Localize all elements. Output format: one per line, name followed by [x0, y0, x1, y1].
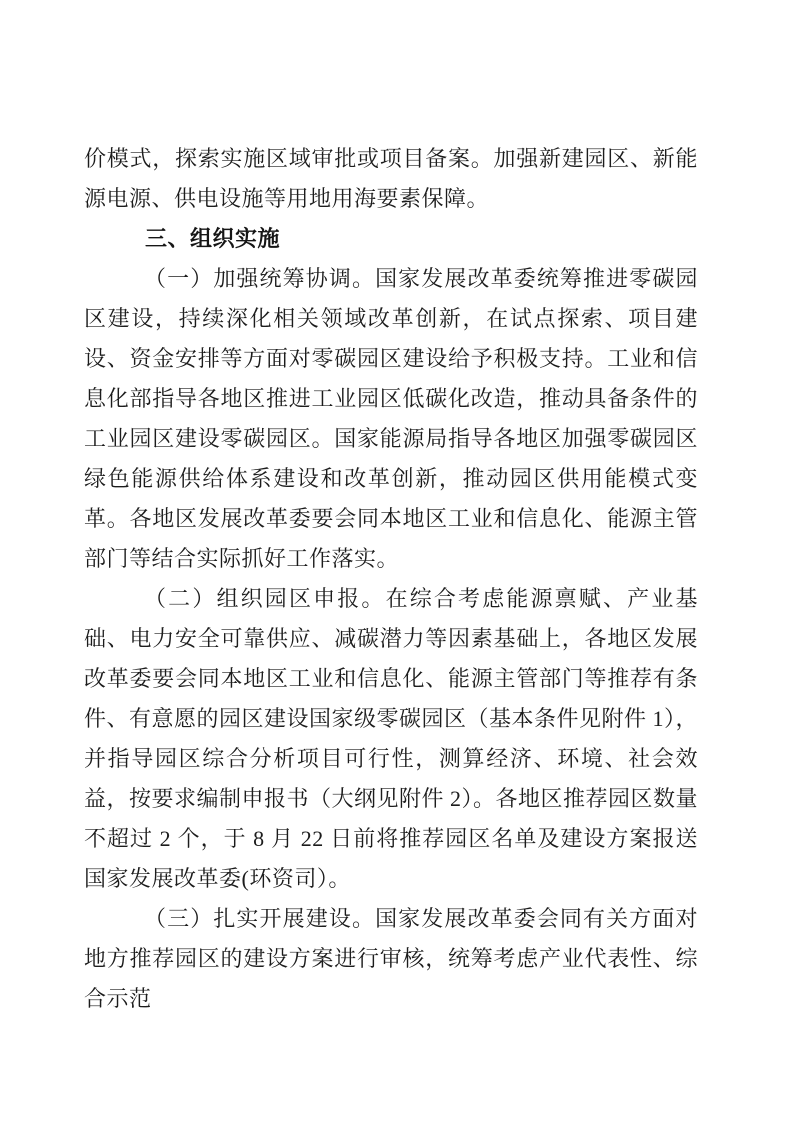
- paragraph-2-lead: （二）组织园区申报。: [144, 586, 386, 611]
- paragraph-3: [84, 899, 698, 1019]
- paragraph-2-body: 在综合考虑能源禀赋、产业基础、电力安全可靠供应、减碳潜力等因素基础上，各地区发展改革委要会同本地区工业和信息化、能源主管部门等推荐有条件、有意愿的园区建设国家级零碳园区（基本条件见附件 1），并指导园区综合分析项目可行性，测算经济、环境、社会效益，按要求编制申报书（大纲见附件 2）。各地区推荐园区数量不超过 2 个，于 8 月 22 日前将推荐园区名单及建设方案报送国家发展改革委(环资司）。: [84, 586, 699, 891]
- paragraph-3-body: 国家发展改革委会同有关方面对地方推荐园区的建设方案进行审核，统筹考虑产业代表性、综合示范: [84, 906, 698, 1011]
- continuation-paragraph: 价模式，探索实施区域审批或项目备案。加强新建园区、新能源电源、供电设施等用地用海要素保障。: [84, 146, 698, 211]
- paragraph-3-lead: （三）扎实开展建设。: [144, 906, 376, 931]
- paragraph-2: [84, 579, 698, 899]
- section-heading: 三、组织实施: [145, 226, 281, 251]
- document-body-text: [84, 139, 698, 1019]
- paragraph-1-lead: （一）加强统筹协调。: [144, 266, 376, 291]
- paragraph-1-body: 国家发展改革委统筹推进零碳园区建设，持续深化相关领域改革创新，在试点探索、项目建设、资金安排等方面对零碳园区建设给予积极支持。工业和信息化部指导各地区推进工业园区低碳化改造，推动具备条件的工业园区建设零碳园区。国家能源局指导各地区加强零碳园区绿色能源供给体系建设和改革创新，推动园区供用能模式变革。各地区发展改革委要会同本地区工业和信息化、能源主管部门等结合实际抓好工作落实。: [84, 266, 698, 571]
- paragraph-1: [84, 259, 698, 579]
